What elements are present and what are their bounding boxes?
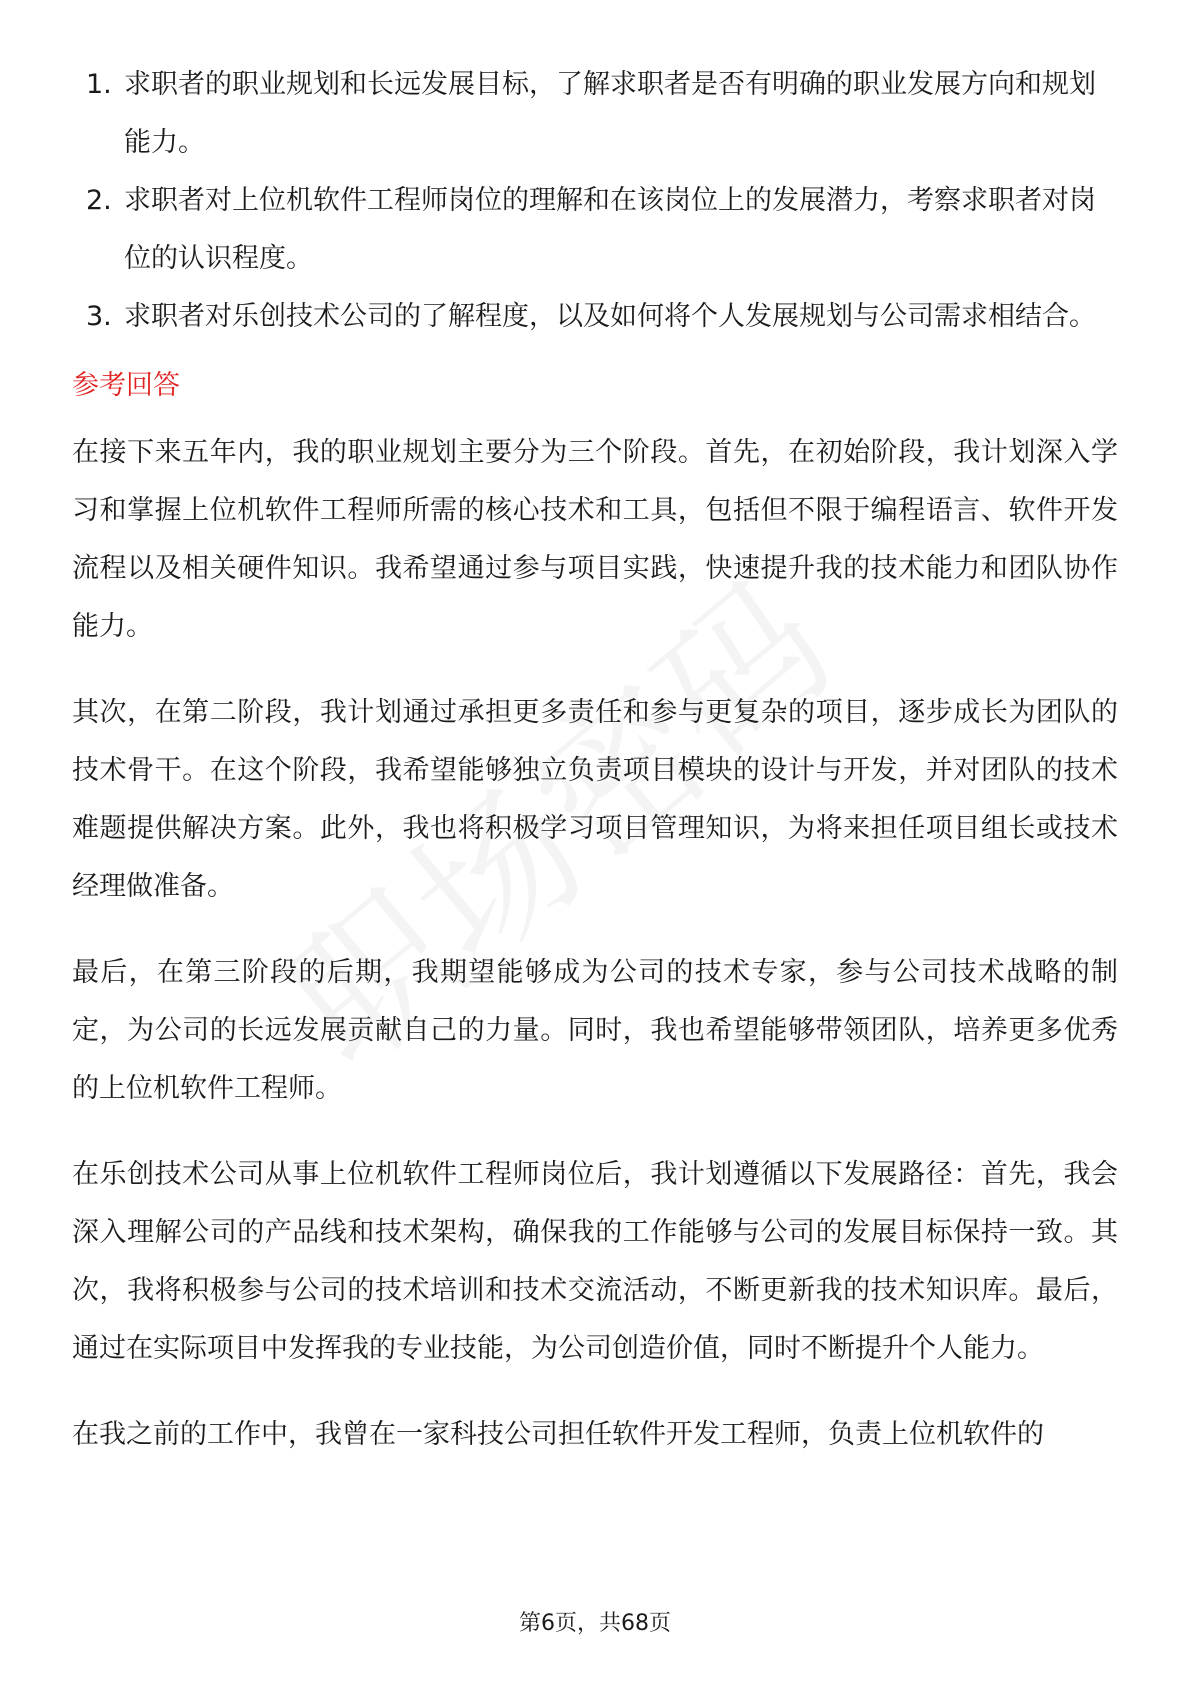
answer-paragraph: 在接下来五年内，我的职业规划主要分为三个阶段。首先，在初始阶段，我计划深入学习和掌握上位机软件工程师所需的核心技术和工具，包括但不限于编程语言、软件开发流程以及相关硬件知识。我希望通过参与项目实践，快速提升我的技术能力和团队协作能力。: [72, 437, 1118, 642]
list-item: [72, 172, 1118, 288]
list-item: [72, 288, 1118, 346]
page-content: [72, 56, 1118, 1492]
answer-paragraph: 在乐创技术公司从事上位机软件工程师岗位后，我计划遵循以下发展路径：首先，我会深入理解公司的产品线和技术架构，确保我的工作能够与公司的发展目标保持一致。其次，我将积极参与公司的技术培训和技术交流活动，不断更新我的技术知识库。最后，通过在实际项目中发挥我的专业技能，为公司创造价值，同时不断提升个人能力。: [72, 1159, 1118, 1364]
answer-paragraph: 最后，在第三阶段的后期，我期望能够成为公司的技术专家，参与公司技术战略的制定，为公司的长远发展贡献自己的力量。同时，我也希望能够带领团队，培养更多优秀的上位机软件工程师。: [72, 957, 1118, 1104]
page-number: 第6页，共68页: [519, 1611, 671, 1636]
list-item-number: 3.: [86, 301, 112, 332]
answer-heading: 参考回答: [72, 370, 180, 401]
list-item-number: 1.: [86, 69, 112, 100]
list-item-text: 求职者对上位机软件工程师岗位的理解和在该岗位上的发展潜力，考察求职者对岗位的认识程度。: [124, 185, 1096, 274]
question-list: [72, 56, 1118, 346]
list-item: [72, 56, 1118, 172]
list-item-number: 2.: [86, 185, 112, 216]
list-item-text: 求职者的职业规划和长远发展目标，了解求职者是否有明确的职业发展方向和规划能力。: [124, 69, 1096, 158]
answer-paragraph: 其次，在第二阶段，我计划通过承担更多责任和参与更复杂的项目，逐步成长为团队的技术骨干。在这个阶段，我希望能够独立负责项目模块的设计与开发，并对团队的技术难题提供解决方案。此外，我也将积极学习项目管理知识，为将来担任项目组长或技术经理做准备。: [72, 697, 1118, 902]
list-item-text: 求职者对乐创技术公司的了解程度，以及如何将个人发展规划与公司需求相结合。: [124, 301, 1096, 332]
answer-paragraph: 在我之前的工作中，我曾在一家科技公司担任软件开发工程师，负责上位机软件的: [72, 1419, 1044, 1450]
